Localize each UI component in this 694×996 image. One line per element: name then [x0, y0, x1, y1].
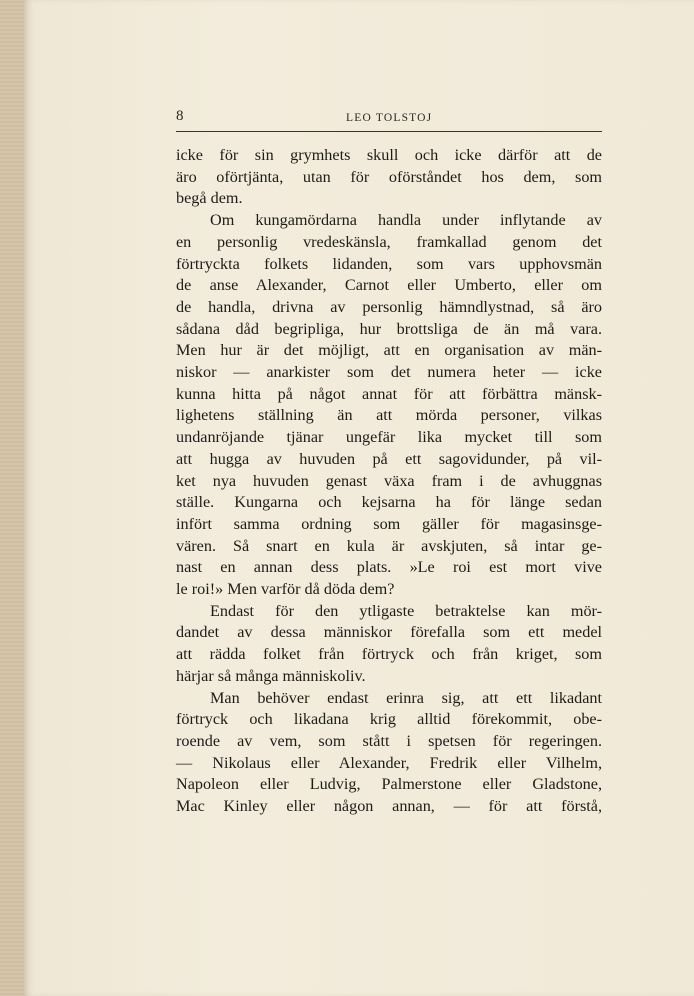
running-head: LEO TOLSTOJ: [346, 112, 433, 124]
text-line: [176, 601, 602, 623]
text-line: en personlig vredeskänsla, framkallad genom det: [176, 232, 602, 251]
page-number: 8: [176, 108, 184, 124]
text-line: niskor — anarkister som det numera heter — icke: [176, 363, 602, 382]
text-line: ställe. Kungarna och kejsarna ha för länge sedan: [176, 493, 602, 512]
text-line: ket nya huvuden genast växa fram i de avhuggnas: [176, 471, 602, 490]
text-line: le roi!» Men varför då döda dem?: [176, 580, 395, 599]
text-line: nast en annan dess plats. »Le roi est mort vive: [176, 558, 602, 577]
text-line: vären. Så snart en kula är avskjuten, så intar ge-: [176, 536, 602, 555]
text-line: de handla, drivna av personlig hämndlystnad, så äro: [176, 297, 602, 316]
text-line: dandet av dessa människor förefalla som ett medel: [176, 623, 602, 642]
text-line: infört samma ordning som gäller för magasinsge-: [176, 514, 602, 533]
text-line: Mac Kinley eller någon annan, — för att förstå,: [176, 797, 602, 816]
text-line: att rädda folket från förtryck och från kriget, som: [176, 645, 602, 664]
text-line: lighetens ställning än att mörda personer, vilkas: [176, 406, 602, 425]
book-binding-edge: [0, 0, 25, 996]
text-line: kunna hitta på något annat för att förbättra mänsk-: [176, 384, 602, 403]
paragraph: [176, 688, 602, 818]
text-line: de anse Alexander, Carnot eller Umberto, eller om: [176, 276, 602, 295]
text-line: — Nikolaus eller Alexander, Fredrik eller Vilhelm,: [176, 753, 602, 772]
text-line: [176, 688, 602, 710]
text-line: [176, 210, 602, 232]
text-line-content: Man behöver endast erinra sig, att ett likadant: [210, 688, 602, 707]
text-line: Napoleon eller Ludvig, Palmerstone eller Gladstone,: [176, 775, 602, 794]
text-line: Men hur är det möjligt, att en organisation av män-: [176, 341, 602, 360]
text-line: roende av vem, som stått i spetsen för regeringen.: [176, 731, 602, 750]
text-line: icke för sin grymhets skull och icke därför att de: [176, 146, 602, 164]
text-line: härjar så många människoliv.: [176, 666, 366, 685]
text-line: begå dem.: [176, 189, 243, 208]
text-line: äro oförtjänta, utan för oförståndet hos dem, som: [176, 167, 602, 186]
header-rule: [176, 131, 602, 132]
text-line-content: Endast för den ytligaste betraktelse kan mör-: [210, 601, 602, 620]
text-line: att hugga av huvuden på ett sagovidunder, på vil-: [176, 449, 602, 468]
text-line: förtryckta folkets lidanden, som vars upphovsmän: [176, 254, 602, 273]
text-line: sådana dåd begripliga, hur brottsliga de än må vara.: [176, 319, 602, 338]
paragraph: [176, 145, 602, 210]
paragraph: [176, 601, 602, 688]
body-text: [176, 145, 602, 818]
text-line: förtryck och likadana krig alltid förekommit, obe-: [176, 710, 602, 729]
text-line: undanröjande tjänar ungefär lika mycket till som: [176, 428, 602, 447]
text-line-content: Om kungamördarna handla under inflytande av: [210, 211, 602, 230]
paragraph: [176, 210, 602, 601]
